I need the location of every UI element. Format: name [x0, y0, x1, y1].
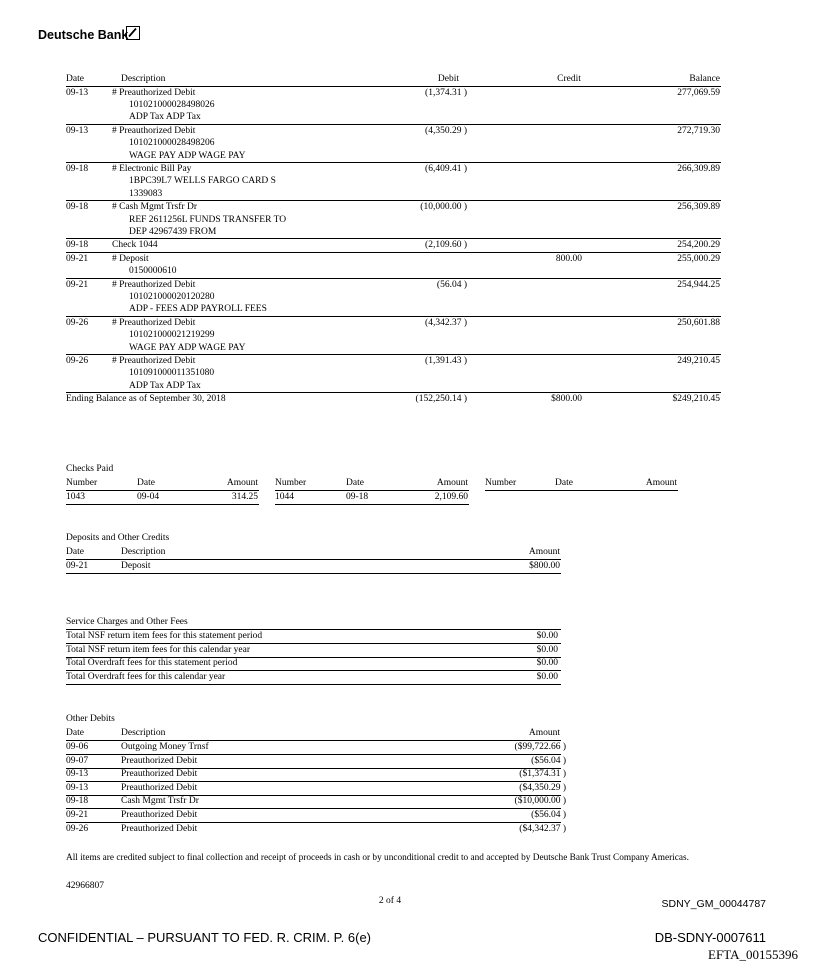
tx-description-detail: 101021000020120280 [129, 292, 215, 303]
tx-debit: (4,342.37 ) [425, 318, 467, 329]
check-number: 1043 [66, 492, 85, 502]
checks-col-amount-1: Amount [226, 478, 258, 488]
fee-label: Total NSF return item fees for this calendar year [66, 644, 250, 655]
debit-amount: ($56.04 ) [531, 755, 566, 766]
debit-description: Preauthorized Debit [121, 810, 198, 820]
checks-col-date-2: Date [346, 478, 364, 488]
deposit-amount: $800.00 [529, 561, 560, 571]
tx-description-detail: ADP Tax ADP Tax [129, 380, 201, 391]
fee-amount: $0.00 [536, 671, 558, 682]
debit-description: Preauthorized Debit [121, 769, 198, 780]
fee-amount: $0.00 [536, 631, 558, 641]
tx-row-rule [66, 278, 721, 279]
fee-amount: $0.00 [536, 644, 558, 655]
tx-description: # Deposit [112, 254, 149, 265]
tx-description-detail: 101091000011351080 [129, 368, 215, 379]
debit-description: Preauthorized Debit [121, 782, 198, 793]
debit-amount: ($4,342.37 ) [519, 823, 566, 834]
tx-balance: 256,309.89 [677, 202, 720, 213]
checks-col-amount-3: Amount [645, 478, 677, 488]
tx-debit: (10,000.00 ) [420, 202, 467, 213]
disclaimer-text: All items are credited subject to final collection and receipt of proceeds in cash or by unconditional credit to and accepted by Deutsche Bank Trust Company Americas. [66, 853, 689, 863]
deutsche-bank-logo-icon [126, 26, 140, 40]
fee-row-rule [66, 684, 561, 685]
tx-description-detail: 101021000028498206 [129, 138, 215, 149]
debit-amount: ($1,374.31 ) [519, 769, 566, 780]
tx-description-detail: ADP - FEES ADP PAYROLL FEES [129, 304, 267, 315]
tx-description: # Preauthorized Debit [112, 126, 196, 137]
debit-date: 09-21 [66, 810, 89, 820]
tx-balance: 249,210.45 [677, 356, 720, 367]
ending-balance-label: Ending Balance as of September 30, 2018 [66, 394, 226, 405]
tx-description: # Preauthorized Debit [112, 280, 196, 290]
tx-description-detail: WAGE PAY ADP WAGE PAY [129, 150, 246, 161]
other-debits-col-amount: Amount [528, 728, 560, 738]
debit-amount: ($56.04 ) [531, 810, 566, 820]
header-rule [66, 86, 721, 87]
other-debits-rule [66, 740, 561, 741]
tx-row-rule [66, 252, 721, 253]
tx-balance: 277,069.59 [677, 88, 720, 98]
tx-description: # Preauthorized Debit [112, 356, 196, 367]
check-amount: 314.25 [231, 492, 258, 502]
tx-date: 09-13 [66, 88, 89, 98]
tx-debit: (56.04 ) [436, 280, 467, 290]
other-debits-col-date: Date [66, 728, 84, 738]
checks-col-number-1: Number [66, 478, 98, 488]
tx-row-rule [66, 316, 721, 317]
debit-amount: ($4,350.29 ) [519, 782, 566, 793]
tx-date: 09-26 [66, 318, 89, 329]
debit-description: Preauthorized Debit [121, 755, 198, 766]
tx-description-detail: 1BPC39L7 WELLS FARGO CARD S [129, 176, 276, 187]
tx-balance: 255,000.29 [677, 254, 720, 265]
checks-rule [66, 490, 259, 491]
checks-row-rule [66, 504, 259, 505]
service-rule [66, 629, 561, 630]
debit-date: 09-07 [66, 755, 89, 766]
ending-debit-total: (152,250.14 ) [415, 394, 467, 405]
tx-date: 09-18 [66, 240, 89, 251]
col-header-date: Date [66, 74, 84, 84]
tx-date: 09-18 [66, 202, 89, 213]
fee-label: Total Overdraft fees for this calendar year [66, 671, 226, 682]
tx-balance: 272,719.30 [677, 126, 720, 137]
tx-date: 09-13 [66, 126, 89, 137]
other-debits-title: Other Debits [66, 714, 115, 724]
deposits-rule [66, 559, 561, 560]
ending-balance-total: $249,210.45 [672, 394, 720, 405]
deposits-col-amount: Amount [528, 547, 560, 557]
bates-db: DB-SDNY-0007611 [654, 930, 766, 945]
checks-col-date-3: Date [555, 478, 573, 488]
debit-amount: ($10,000.00 ) [514, 796, 566, 807]
check-date: 09-04 [137, 492, 160, 502]
service-charges-title: Service Charges and Other Fees [66, 617, 188, 627]
tx-date: 09-21 [66, 280, 89, 290]
debit-description: Preauthorized Debit [121, 823, 198, 834]
checks-col-number-3: Number [485, 478, 517, 488]
brand-name: Deutsche Bank [38, 28, 129, 42]
tx-description-detail: REF 2611256L FUNDS TRANSFER TO [129, 214, 287, 225]
check-number: 1044 [275, 492, 294, 502]
deposit-date: 09-21 [66, 561, 89, 571]
fee-amount: $0.00 [536, 658, 558, 669]
deposits-col-date: Date [66, 547, 84, 557]
other-debits-col-description: Description [121, 728, 166, 738]
tx-description: # Cash Mgmt Trsfr Dr [112, 202, 197, 213]
debit-description: Outgoing Money Trnsf [121, 742, 209, 752]
fee-label: Total Overdraft fees for this statement period [66, 658, 238, 669]
checks-paid-title: Checks Paid [66, 464, 114, 474]
debit-date: 09-13 [66, 769, 89, 780]
debit-date: 09-26 [66, 823, 89, 834]
tx-row-rule [66, 354, 721, 355]
tx-description: # Electronic Bill Pay [112, 164, 192, 175]
fee-label: Total NSF return item fees for this statement period [66, 631, 263, 641]
debit-date: 09-18 [66, 796, 89, 807]
tx-description-detail: 101021000028498026 [129, 100, 215, 111]
tx-description-detail: 1339083 [129, 188, 163, 199]
deposits-title: Deposits and Other Credits [66, 533, 170, 543]
ending-credit-total: $800.00 [551, 394, 582, 405]
tx-debit: (1,374.31 ) [425, 88, 467, 98]
tx-date: 09-26 [66, 356, 89, 367]
tx-debit: (4,350.29 ) [425, 126, 467, 137]
tx-description-detail: WAGE PAY ADP WAGE PAY [129, 342, 246, 353]
debit-date: 09-13 [66, 782, 89, 793]
tx-debit: (6,409.41 ) [425, 164, 467, 175]
deposits-col-description: Description [121, 547, 166, 557]
account-number: 42966807 [66, 881, 104, 891]
tx-balance: 254,200.29 [677, 240, 720, 251]
tx-date: 09-21 [66, 254, 89, 265]
tx-balance: 250,601.88 [677, 318, 720, 329]
tx-description-detail: DEP 42967439 FROM [129, 226, 217, 237]
tx-balance: 254,944.25 [677, 280, 720, 290]
deposits-row-rule [66, 573, 561, 574]
confidential-notice: CONFIDENTIAL – PURSUANT TO FED. R. CRIM. P. 6(e) [38, 930, 372, 945]
tx-row-rule [66, 238, 721, 239]
tx-row-rule [66, 162, 721, 163]
tx-description: # Preauthorized Debit [112, 318, 196, 329]
tx-balance: 266,309.89 [677, 164, 720, 175]
tx-description: # Preauthorized Debit [112, 88, 196, 98]
col-header-balance: Balance [689, 74, 720, 84]
bates-sdny: SDNY_GM_00044787 [661, 898, 766, 910]
debit-amount: ($99,722.66 ) [514, 742, 566, 752]
tx-debit: (1,391.43 ) [425, 356, 467, 367]
col-header-description: Description [121, 74, 166, 84]
col-header-credit: Credit [557, 74, 581, 84]
tx-description-detail: ADP Tax ADP Tax [129, 112, 201, 123]
checks-col-amount-2: Amount [436, 478, 468, 488]
checks-rule [485, 490, 678, 491]
check-amount: 2,109.60 [434, 492, 468, 502]
debit-description: Cash Mgmt Trsfr Dr [121, 796, 199, 807]
tx-debit: (2,109.60 ) [425, 240, 467, 251]
checks-col-number-2: Number [275, 478, 307, 488]
tx-row-rule [66, 124, 721, 125]
page-number: 2 of 4 [378, 896, 402, 906]
checks-rule [275, 490, 469, 491]
debit-date: 09-06 [66, 742, 89, 752]
tx-date: 09-18 [66, 164, 89, 175]
checks-row-rule [275, 504, 469, 505]
deposit-description: Deposit [121, 561, 151, 571]
tx-description-detail: 101021000021219299 [129, 330, 215, 341]
col-header-debit: Debit [437, 74, 459, 84]
efta-number: EFTA_00155396 [708, 947, 798, 962]
tx-description-detail: 0150000610 [129, 266, 177, 277]
tx-description: Check 1044 [112, 240, 158, 251]
checks-col-date-1: Date [137, 478, 155, 488]
check-date: 09-18 [346, 492, 369, 502]
tx-credit: 800.00 [555, 254, 582, 265]
